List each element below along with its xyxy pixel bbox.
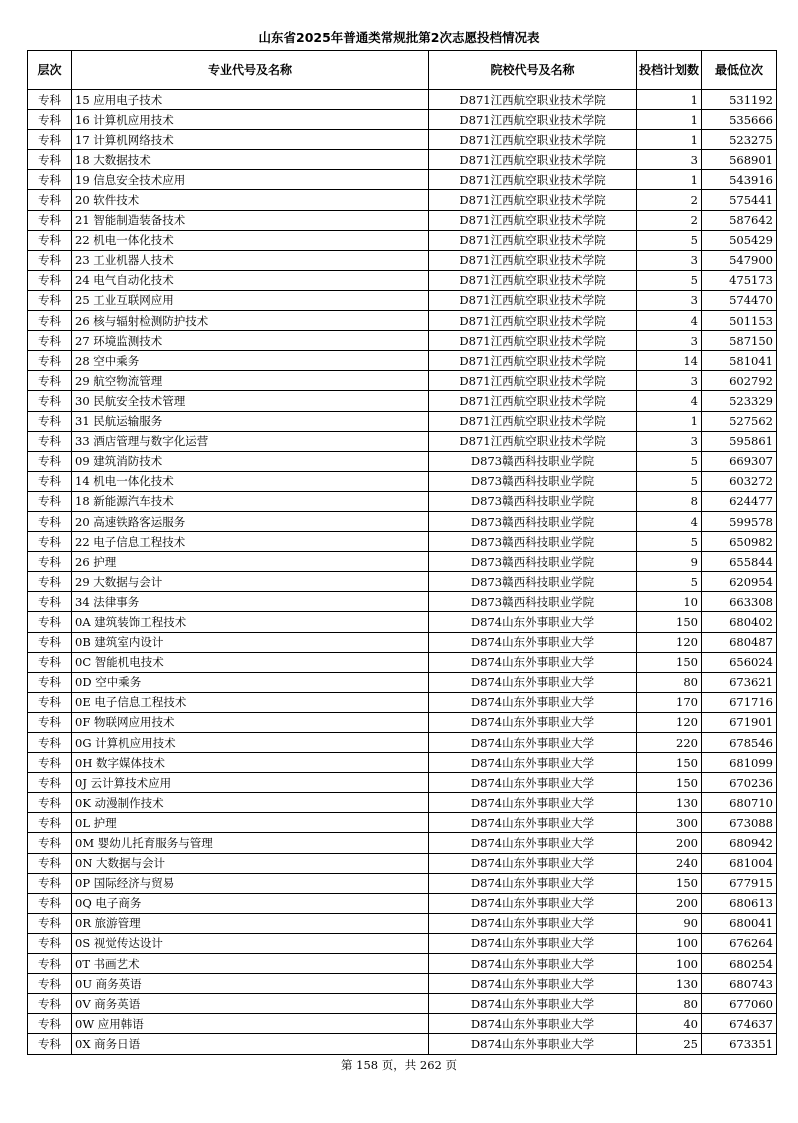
cell-school: D871江西航空职业技术学院: [429, 371, 637, 391]
cell-plan: 4: [637, 511, 702, 531]
table-row: [28, 893, 777, 913]
cell-major: 0R 旅游管理: [72, 913, 429, 933]
cell-rank: 677060: [702, 994, 777, 1014]
cell-school: D871江西航空职业技术学院: [429, 90, 637, 110]
cell-school: D873赣西科技职业学院: [429, 572, 637, 592]
table-row: [28, 431, 777, 451]
cell-rank: 680710: [702, 793, 777, 813]
cell-major: 33 酒店管理与数字化运营: [72, 431, 429, 451]
cell-school: D874山东外事职业大学: [429, 813, 637, 833]
cell-school: D874山东外事职业大学: [429, 753, 637, 773]
cell-major: 0C 智能机电技术: [72, 652, 429, 672]
cell-level: 专科: [28, 712, 72, 732]
cell-level: 专科: [28, 371, 72, 391]
cell-rank: 680942: [702, 833, 777, 853]
cell-school: D873赣西科技职业学院: [429, 491, 637, 511]
cell-plan: 130: [637, 974, 702, 994]
cell-school: D873赣西科技职业学院: [429, 511, 637, 531]
table-row: [28, 1034, 777, 1054]
table-row: [28, 1014, 777, 1034]
cell-plan: 150: [637, 773, 702, 793]
cell-major: 0B 建筑室内设计: [72, 632, 429, 652]
cell-level: 专科: [28, 954, 72, 974]
cell-level: 专科: [28, 733, 72, 753]
cell-rank: 673351: [702, 1034, 777, 1054]
cell-rank: 501153: [702, 311, 777, 331]
cell-plan: 3: [637, 150, 702, 170]
cell-plan: 300: [637, 813, 702, 833]
cell-major: 22 电子信息工程技术: [72, 532, 429, 552]
cell-plan: 80: [637, 994, 702, 1014]
cell-rank: 680402: [702, 612, 777, 632]
cell-plan: 4: [637, 311, 702, 331]
cell-major: 0L 护理: [72, 813, 429, 833]
cell-rank: 587642: [702, 210, 777, 230]
cell-major: 34 法律事务: [72, 592, 429, 612]
cell-plan: 200: [637, 833, 702, 853]
cell-level: 专科: [28, 813, 72, 833]
table-row: [28, 290, 777, 310]
cell-level: 专科: [28, 672, 72, 692]
cell-major: 0E 电子信息工程技术: [72, 692, 429, 712]
cell-major: 0H 数字媒体技术: [72, 753, 429, 773]
cell-plan: 130: [637, 793, 702, 813]
cell-plan: 3: [637, 331, 702, 351]
cell-level: 专科: [28, 552, 72, 572]
cell-school: D874山东外事职业大学: [429, 672, 637, 692]
cell-plan: 150: [637, 612, 702, 632]
cell-school: D871江西航空职业技术学院: [429, 270, 637, 290]
cell-level: 专科: [28, 974, 72, 994]
cell-plan: 5: [637, 572, 702, 592]
cell-level: 专科: [28, 331, 72, 351]
cell-rank: 620954: [702, 572, 777, 592]
cell-rank: 523275: [702, 130, 777, 150]
cell-plan: 240: [637, 853, 702, 873]
cell-rank: 680743: [702, 974, 777, 994]
cell-level: 专科: [28, 491, 72, 511]
cell-major: 0D 空中乘务: [72, 672, 429, 692]
cell-rank: 680254: [702, 954, 777, 974]
cell-school: D873赣西科技职业学院: [429, 532, 637, 552]
cell-major: 0Q 电子商务: [72, 893, 429, 913]
table-row: [28, 270, 777, 290]
header-plan: 投档计划数: [637, 51, 702, 90]
cell-school: D874山东外事职业大学: [429, 773, 637, 793]
table-row: [28, 170, 777, 190]
cell-plan: 120: [637, 712, 702, 732]
cell-school: D874山东外事职业大学: [429, 712, 637, 732]
cell-school: D874山东外事职业大学: [429, 873, 637, 893]
cell-school: D874山东外事职业大学: [429, 933, 637, 953]
cell-school: D874山东外事职业大学: [429, 632, 637, 652]
header-level: 层次: [28, 51, 72, 90]
cell-level: 专科: [28, 130, 72, 150]
cell-major: 0J 云计算技术应用: [72, 773, 429, 793]
table-row: [28, 793, 777, 813]
cell-level: 专科: [28, 532, 72, 552]
cell-rank: 671901: [702, 712, 777, 732]
table-row: [28, 853, 777, 873]
cell-school: D871江西航空职业技术学院: [429, 170, 637, 190]
cell-plan: 200: [637, 893, 702, 913]
cell-level: 专科: [28, 612, 72, 632]
cell-rank: 523329: [702, 391, 777, 411]
cell-school: D871江西航空职业技术学院: [429, 210, 637, 230]
cell-rank: 547900: [702, 250, 777, 270]
cell-rank: 602792: [702, 371, 777, 391]
cell-school: D871江西航空职业技术学院: [429, 130, 637, 150]
page-footer: 第 158 页，共 262 页: [340, 1058, 458, 1072]
cell-school: D874山东外事职业大学: [429, 913, 637, 933]
cell-rank: 475173: [702, 270, 777, 290]
cell-level: 专科: [28, 773, 72, 793]
table-row: [28, 451, 777, 471]
cell-rank: 674637: [702, 1014, 777, 1034]
cell-level: 专科: [28, 833, 72, 853]
page-title: 山东省2025年普通类常规批第2次志愿投档情况表: [258, 30, 540, 45]
cell-school: D874山东外事职业大学: [429, 1034, 637, 1054]
cell-school: D871江西航空职业技术学院: [429, 391, 637, 411]
cell-level: 专科: [28, 150, 72, 170]
cell-school: D873赣西科技职业学院: [429, 471, 637, 491]
cell-rank: 676264: [702, 933, 777, 953]
cell-plan: 1: [637, 130, 702, 150]
cell-school: D871江西航空职业技术学院: [429, 331, 637, 351]
cell-major: 0K 动漫制作技术: [72, 793, 429, 813]
table-row: [28, 411, 777, 431]
cell-school: D871江西航空职业技术学院: [429, 290, 637, 310]
table-row: [28, 190, 777, 210]
cell-school: D874山东外事职业大学: [429, 994, 637, 1014]
cell-plan: 14: [637, 351, 702, 371]
cell-plan: 40: [637, 1014, 702, 1034]
cell-school: D871江西航空职业技术学院: [429, 230, 637, 250]
cell-level: 专科: [28, 170, 72, 190]
cell-major: 26 核与辐射检测防护技术: [72, 311, 429, 331]
cell-rank: 568901: [702, 150, 777, 170]
cell-major: 23 工业机器人技术: [72, 250, 429, 270]
cell-plan: 220: [637, 733, 702, 753]
cell-major: 14 机电一体化技术: [72, 471, 429, 491]
cell-rank: 543916: [702, 170, 777, 190]
cell-school: D873赣西科技职业学院: [429, 592, 637, 612]
cell-plan: 1: [637, 110, 702, 130]
cell-level: 专科: [28, 913, 72, 933]
cell-major: 0M 婴幼儿托育服务与管理: [72, 833, 429, 853]
cell-major: 0P 国际经济与贸易: [72, 873, 429, 893]
cell-level: 专科: [28, 90, 72, 110]
cell-rank: 603272: [702, 471, 777, 491]
cell-major: 26 护理: [72, 552, 429, 572]
cell-plan: 100: [637, 954, 702, 974]
cell-plan: 2: [637, 210, 702, 230]
cell-level: 专科: [28, 873, 72, 893]
cell-level: 专科: [28, 1014, 72, 1034]
cell-plan: 170: [637, 692, 702, 712]
cell-rank: 681099: [702, 753, 777, 773]
table-row: [28, 230, 777, 250]
cell-level: 专科: [28, 250, 72, 270]
cell-major: 0S 视觉传达设计: [72, 933, 429, 953]
cell-rank: 624477: [702, 491, 777, 511]
cell-rank: 680613: [702, 893, 777, 913]
cell-school: D871江西航空职业技术学院: [429, 431, 637, 451]
cell-rank: 671716: [702, 692, 777, 712]
cell-school: D873赣西科技职业学院: [429, 451, 637, 471]
cell-level: 专科: [28, 692, 72, 712]
cell-school: D871江西航空职业技术学院: [429, 190, 637, 210]
table-row: [28, 250, 777, 270]
cell-level: 专科: [28, 572, 72, 592]
cell-school: D874山东外事职业大学: [429, 652, 637, 672]
cell-major: 0T 书画艺术: [72, 954, 429, 974]
cell-rank: 535666: [702, 110, 777, 130]
cell-rank: 505429: [702, 230, 777, 250]
cell-level: 专科: [28, 853, 72, 873]
cell-major: 19 信息安全技术应用: [72, 170, 429, 190]
cell-level: 专科: [28, 933, 72, 953]
cell-rank: 581041: [702, 351, 777, 371]
cell-major: 29 大数据与会计: [72, 572, 429, 592]
cell-level: 专科: [28, 893, 72, 913]
cell-plan: 4: [637, 391, 702, 411]
table-row: [28, 652, 777, 672]
table-row: [28, 833, 777, 853]
cell-plan: 100: [637, 933, 702, 953]
cell-level: 专科: [28, 230, 72, 250]
cell-major: 0F 物联网应用技术: [72, 712, 429, 732]
cell-school: D871江西航空职业技术学院: [429, 351, 637, 371]
cell-rank: 599578: [702, 511, 777, 531]
cell-school: D871江西航空职业技术学院: [429, 150, 637, 170]
cell-level: 专科: [28, 632, 72, 652]
table-row: [28, 773, 777, 793]
header-school: 院校代号及名称: [429, 51, 637, 90]
cell-major: 09 建筑消防技术: [72, 451, 429, 471]
table-row: [28, 331, 777, 351]
table-row: [28, 913, 777, 933]
table-row: [28, 150, 777, 170]
cell-level: 专科: [28, 311, 72, 331]
table-row: [28, 733, 777, 753]
cell-level: 专科: [28, 652, 72, 672]
cell-rank: 670236: [702, 773, 777, 793]
table-row: [28, 511, 777, 531]
cell-school: D871江西航空职业技术学院: [429, 311, 637, 331]
cell-level: 专科: [28, 210, 72, 230]
cell-major: 0V 商务英语: [72, 994, 429, 1014]
cell-plan: 3: [637, 250, 702, 270]
cell-level: 专科: [28, 190, 72, 210]
cell-major: 0A 建筑装饰工程技术: [72, 612, 429, 632]
cell-rank: 680487: [702, 632, 777, 652]
cell-major: 0W 应用韩语: [72, 1014, 429, 1034]
cell-plan: 5: [637, 230, 702, 250]
cell-plan: 90: [637, 913, 702, 933]
cell-major: 17 计算机网络技术: [72, 130, 429, 150]
cell-school: D874山东外事职业大学: [429, 692, 637, 712]
cell-major: 21 智能制造装备技术: [72, 210, 429, 230]
table-row: [28, 491, 777, 511]
cell-plan: 3: [637, 290, 702, 310]
table-header-row: [28, 51, 777, 90]
cell-plan: 5: [637, 471, 702, 491]
cell-plan: 5: [637, 270, 702, 290]
cell-level: 专科: [28, 351, 72, 371]
cell-school: D874山东外事职业大学: [429, 954, 637, 974]
cell-major: 24 电气自动化技术: [72, 270, 429, 290]
admission-table: [27, 50, 777, 1055]
table-row: [28, 572, 777, 592]
cell-plan: 3: [637, 431, 702, 451]
cell-school: D874山东外事职业大学: [429, 612, 637, 632]
cell-plan: 3: [637, 371, 702, 391]
table-row: [28, 954, 777, 974]
cell-level: 专科: [28, 592, 72, 612]
table-row: [28, 712, 777, 732]
cell-level: 专科: [28, 411, 72, 431]
table-row: [28, 110, 777, 130]
cell-level: 专科: [28, 793, 72, 813]
cell-major: 0U 商务英语: [72, 974, 429, 994]
cell-major: 30 民航安全技术管理: [72, 391, 429, 411]
cell-major: 28 空中乘务: [72, 351, 429, 371]
cell-major: 20 高速铁路客运服务: [72, 511, 429, 531]
cell-school: D871江西航空职业技术学院: [429, 110, 637, 130]
cell-rank: 575441: [702, 190, 777, 210]
cell-major: 18 新能源汽车技术: [72, 491, 429, 511]
cell-level: 专科: [28, 1034, 72, 1054]
table-row: [28, 753, 777, 773]
table-body: [28, 90, 777, 1055]
cell-rank: 663308: [702, 592, 777, 612]
table-row: [28, 351, 777, 371]
table-row: [28, 471, 777, 491]
cell-level: 专科: [28, 511, 72, 531]
cell-school: D874山东外事职业大学: [429, 793, 637, 813]
cell-plan: 150: [637, 873, 702, 893]
cell-rank: 656024: [702, 652, 777, 672]
cell-level: 专科: [28, 471, 72, 491]
cell-school: D874山东外事职业大学: [429, 1014, 637, 1034]
table-row: [28, 873, 777, 893]
cell-rank: 673088: [702, 813, 777, 833]
table-row: [28, 210, 777, 230]
cell-rank: 681004: [702, 853, 777, 873]
cell-plan: 150: [637, 753, 702, 773]
table-row: [28, 552, 777, 572]
table-row: [28, 532, 777, 552]
cell-major: 29 航空物流管理: [72, 371, 429, 391]
table-row: [28, 311, 777, 331]
cell-level: 专科: [28, 431, 72, 451]
cell-school: D874山东外事职业大学: [429, 833, 637, 853]
table-row: [28, 813, 777, 833]
cell-school: D874山东外事职业大学: [429, 733, 637, 753]
cell-major: 16 计算机应用技术: [72, 110, 429, 130]
header-major: 专业代号及名称: [72, 51, 429, 90]
cell-school: D871江西航空职业技术学院: [429, 250, 637, 270]
cell-rank: 531192: [702, 90, 777, 110]
cell-plan: 8: [637, 491, 702, 511]
table-row: [28, 391, 777, 411]
cell-plan: 1: [637, 170, 702, 190]
cell-major: 0N 大数据与会计: [72, 853, 429, 873]
cell-plan: 80: [637, 672, 702, 692]
cell-rank: 595861: [702, 431, 777, 451]
cell-plan: 10: [637, 592, 702, 612]
cell-plan: 150: [637, 652, 702, 672]
cell-plan: 9: [637, 552, 702, 572]
table-row: [28, 994, 777, 1014]
cell-plan: 1: [637, 90, 702, 110]
cell-rank: 587150: [702, 331, 777, 351]
table-row: [28, 933, 777, 953]
header-rank: 最低位次: [702, 51, 777, 90]
cell-level: 专科: [28, 270, 72, 290]
cell-plan: 5: [637, 532, 702, 552]
cell-rank: 677915: [702, 873, 777, 893]
table-row: [28, 612, 777, 632]
cell-level: 专科: [28, 110, 72, 130]
cell-major: 27 环境监测技术: [72, 331, 429, 351]
cell-plan: 2: [637, 190, 702, 210]
cell-rank: 680041: [702, 913, 777, 933]
cell-rank: 678546: [702, 733, 777, 753]
cell-plan: 1: [637, 411, 702, 431]
table-row: [28, 130, 777, 150]
table-row: [28, 974, 777, 994]
cell-level: 专科: [28, 451, 72, 471]
cell-school: D874山东外事职业大学: [429, 974, 637, 994]
cell-rank: 655844: [702, 552, 777, 572]
cell-major: 22 机电一体化技术: [72, 230, 429, 250]
table-row: [28, 692, 777, 712]
cell-school: D871江西航空职业技术学院: [429, 411, 637, 431]
cell-major: 25 工业互联网应用: [72, 290, 429, 310]
cell-plan: 25: [637, 1034, 702, 1054]
cell-rank: 669307: [702, 451, 777, 471]
table-row: [28, 672, 777, 692]
table-row: [28, 371, 777, 391]
cell-level: 专科: [28, 753, 72, 773]
cell-rank: 527562: [702, 411, 777, 431]
cell-major: 15 应用电子技术: [72, 90, 429, 110]
table-row: [28, 90, 777, 110]
cell-major: 0G 计算机应用技术: [72, 733, 429, 753]
cell-major: 20 软件技术: [72, 190, 429, 210]
cell-major: 31 民航运输服务: [72, 411, 429, 431]
cell-rank: 650982: [702, 532, 777, 552]
cell-plan: 120: [637, 632, 702, 652]
cell-rank: 673621: [702, 672, 777, 692]
cell-school: D873赣西科技职业学院: [429, 552, 637, 572]
cell-level: 专科: [28, 391, 72, 411]
cell-level: 专科: [28, 290, 72, 310]
table-row: [28, 632, 777, 652]
cell-level: 专科: [28, 994, 72, 1014]
cell-major: 18 大数据技术: [72, 150, 429, 170]
cell-school: D874山东外事职业大学: [429, 853, 637, 873]
cell-major: 0X 商务日语: [72, 1034, 429, 1054]
cell-rank: 574470: [702, 290, 777, 310]
cell-school: D874山东外事职业大学: [429, 893, 637, 913]
table-row: [28, 592, 777, 612]
cell-plan: 5: [637, 451, 702, 471]
